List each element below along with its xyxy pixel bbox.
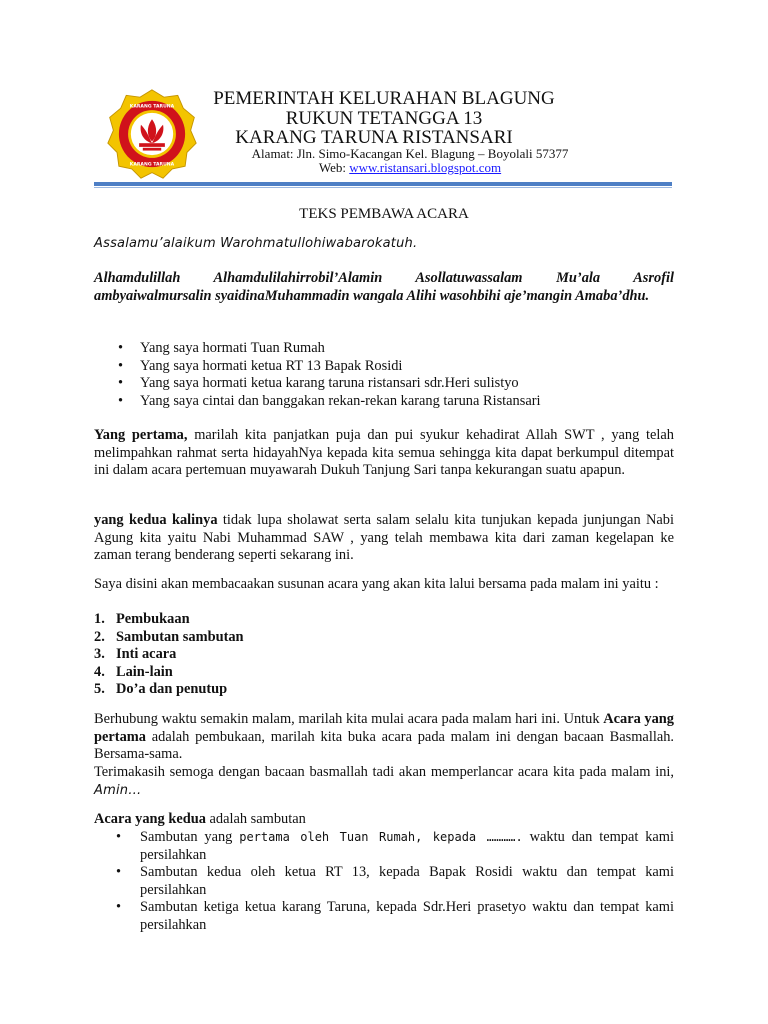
paragraph-lead: Acara yang pertama: [94, 711, 675, 745]
speech-list: [94, 829, 674, 935]
paragraph-second-act: Acara yang kedua adalah sambutan: [94, 811, 306, 827]
paragraph-text: tidak lupa sholawat serta salam selalu kita tunjukan kepada junjungan Nabi Agung kita yaitu Nabi Muhammad SAW , yang telah membawa kita dari zaman kegelapan ke zaman terang benderang seperti sekarang ini.: [94, 512, 674, 564]
paragraph-lead: yang kedua kalinya: [94, 512, 218, 528]
list-item: 3. Inti acara: [94, 646, 177, 663]
respect-list: [94, 340, 674, 410]
list-item: 5. Do’a dan penutup: [94, 681, 228, 698]
list-item: • Yang saya hormati Tuan Rumah: [94, 340, 674, 358]
list-item: 1. Pembukaan: [94, 611, 190, 627]
header-web: [230, 161, 590, 175]
list-item: • Yang saya hormati ketua karang taruna ristansari sdr.Heri sulistyo: [94, 375, 674, 393]
paragraph-first: [94, 427, 674, 480]
list-item: 2. Sambutan sambutan: [94, 628, 244, 645]
header-address: Alamat: Jln. Simo-Kacangan Kel. Blagung – Boyolali 57377: [251, 146, 569, 161]
list-item: • Sambutan yang pertama oleh Tuan Rumah, kepada …………. waktu dan tempat kami persilahkan: [94, 829, 674, 864]
paragraph-lead: Yang pertama,: [94, 427, 188, 443]
document-title: TEKS PEMBAWA ACARA: [299, 206, 469, 222]
list-item: 4. Lain-lain: [94, 663, 173, 680]
web-label: Web:: [318, 160, 350, 175]
header-address-block: [230, 147, 590, 175]
list-item: • Sambutan kedua oleh ketua RT 13, kepada Bapak Rosidi waktu dan tempat kami persilahkan: [94, 864, 674, 899]
header-line-3: KARANG TARUNA RISTANSARI: [235, 127, 513, 148]
paragraph-second: [94, 512, 674, 565]
list-item: • Yang saya cintai dan banggakan rekan-rekan karang taruna Ristansari: [94, 393, 674, 411]
paragraph-text: marilah kita panjatkan puja dan pui syukur kehadirat Allah SWT , yang telah melimpahkan rahmat serta hidayahNya kepada kita semua sehingga kita dapat berkumpul ditempat ini dalam acara pertemuan muyawarah Dukuh Tanjung Sari tanpa kekurangan suatu apapun.: [94, 427, 674, 479]
opening-prayer: Alhamdulillah Alhamdulilahirrobil’Alamin Asollatuwassalam Mu’ala Asrofil ambyaiwalmursalin syaidinaMuhammadin wangala Alihi wasohbihi aje’mangin Amaba’dhu.: [94, 270, 674, 304]
header-divider-thin: [94, 187, 672, 188]
paragraph-thanks: Terimakasih semoga dengan bacaan basmallah tadi akan memperlancar acara kita pada malam ini, Amin…: [94, 764, 674, 798]
logo-top-text: KARANG TARUNA: [129, 104, 175, 110]
agenda-list: [94, 611, 244, 699]
paragraph-lead: Acara yang kedua: [94, 811, 206, 827]
paragraph-agenda-intro: Saya disini akan membacaakan susunan acara yang akan kita lalui bersama pada malam ini yaitu :: [94, 576, 659, 592]
header-line-2: RUKUN TETANGGA 13: [285, 108, 483, 129]
header-line-1: PEMERINTAH KELURAHAN BLAGUNG: [213, 88, 555, 109]
amin-text: Amin…: [94, 782, 142, 798]
paragraph-opening-act: Berhubung waktu semakin malam, marilah kita mulai acara pada malam hari ini. Untuk Acara yang pertama adalah pembukaan, marilah kita buka acara pada malam ini dengan bacaan Basmallah. Bersama-sama.: [94, 711, 675, 763]
greeting: Assalamu’alaikum Warohmatullohiwabarokatuh.: [94, 236, 418, 251]
web-link[interactable]: www.ristansari.blogspot.com: [349, 160, 502, 175]
header-divider: [94, 182, 672, 186]
list-item: • Sambutan ketiga ketua karang Taruna, kepada Sdr.Heri prasetyo waktu dan tempat kami persilahkan: [94, 899, 674, 934]
logo-bottom-text: KARANG TARUNA: [129, 162, 175, 168]
list-item: • Yang saya hormati ketua RT 13 Bapak Rosidi: [94, 358, 674, 376]
